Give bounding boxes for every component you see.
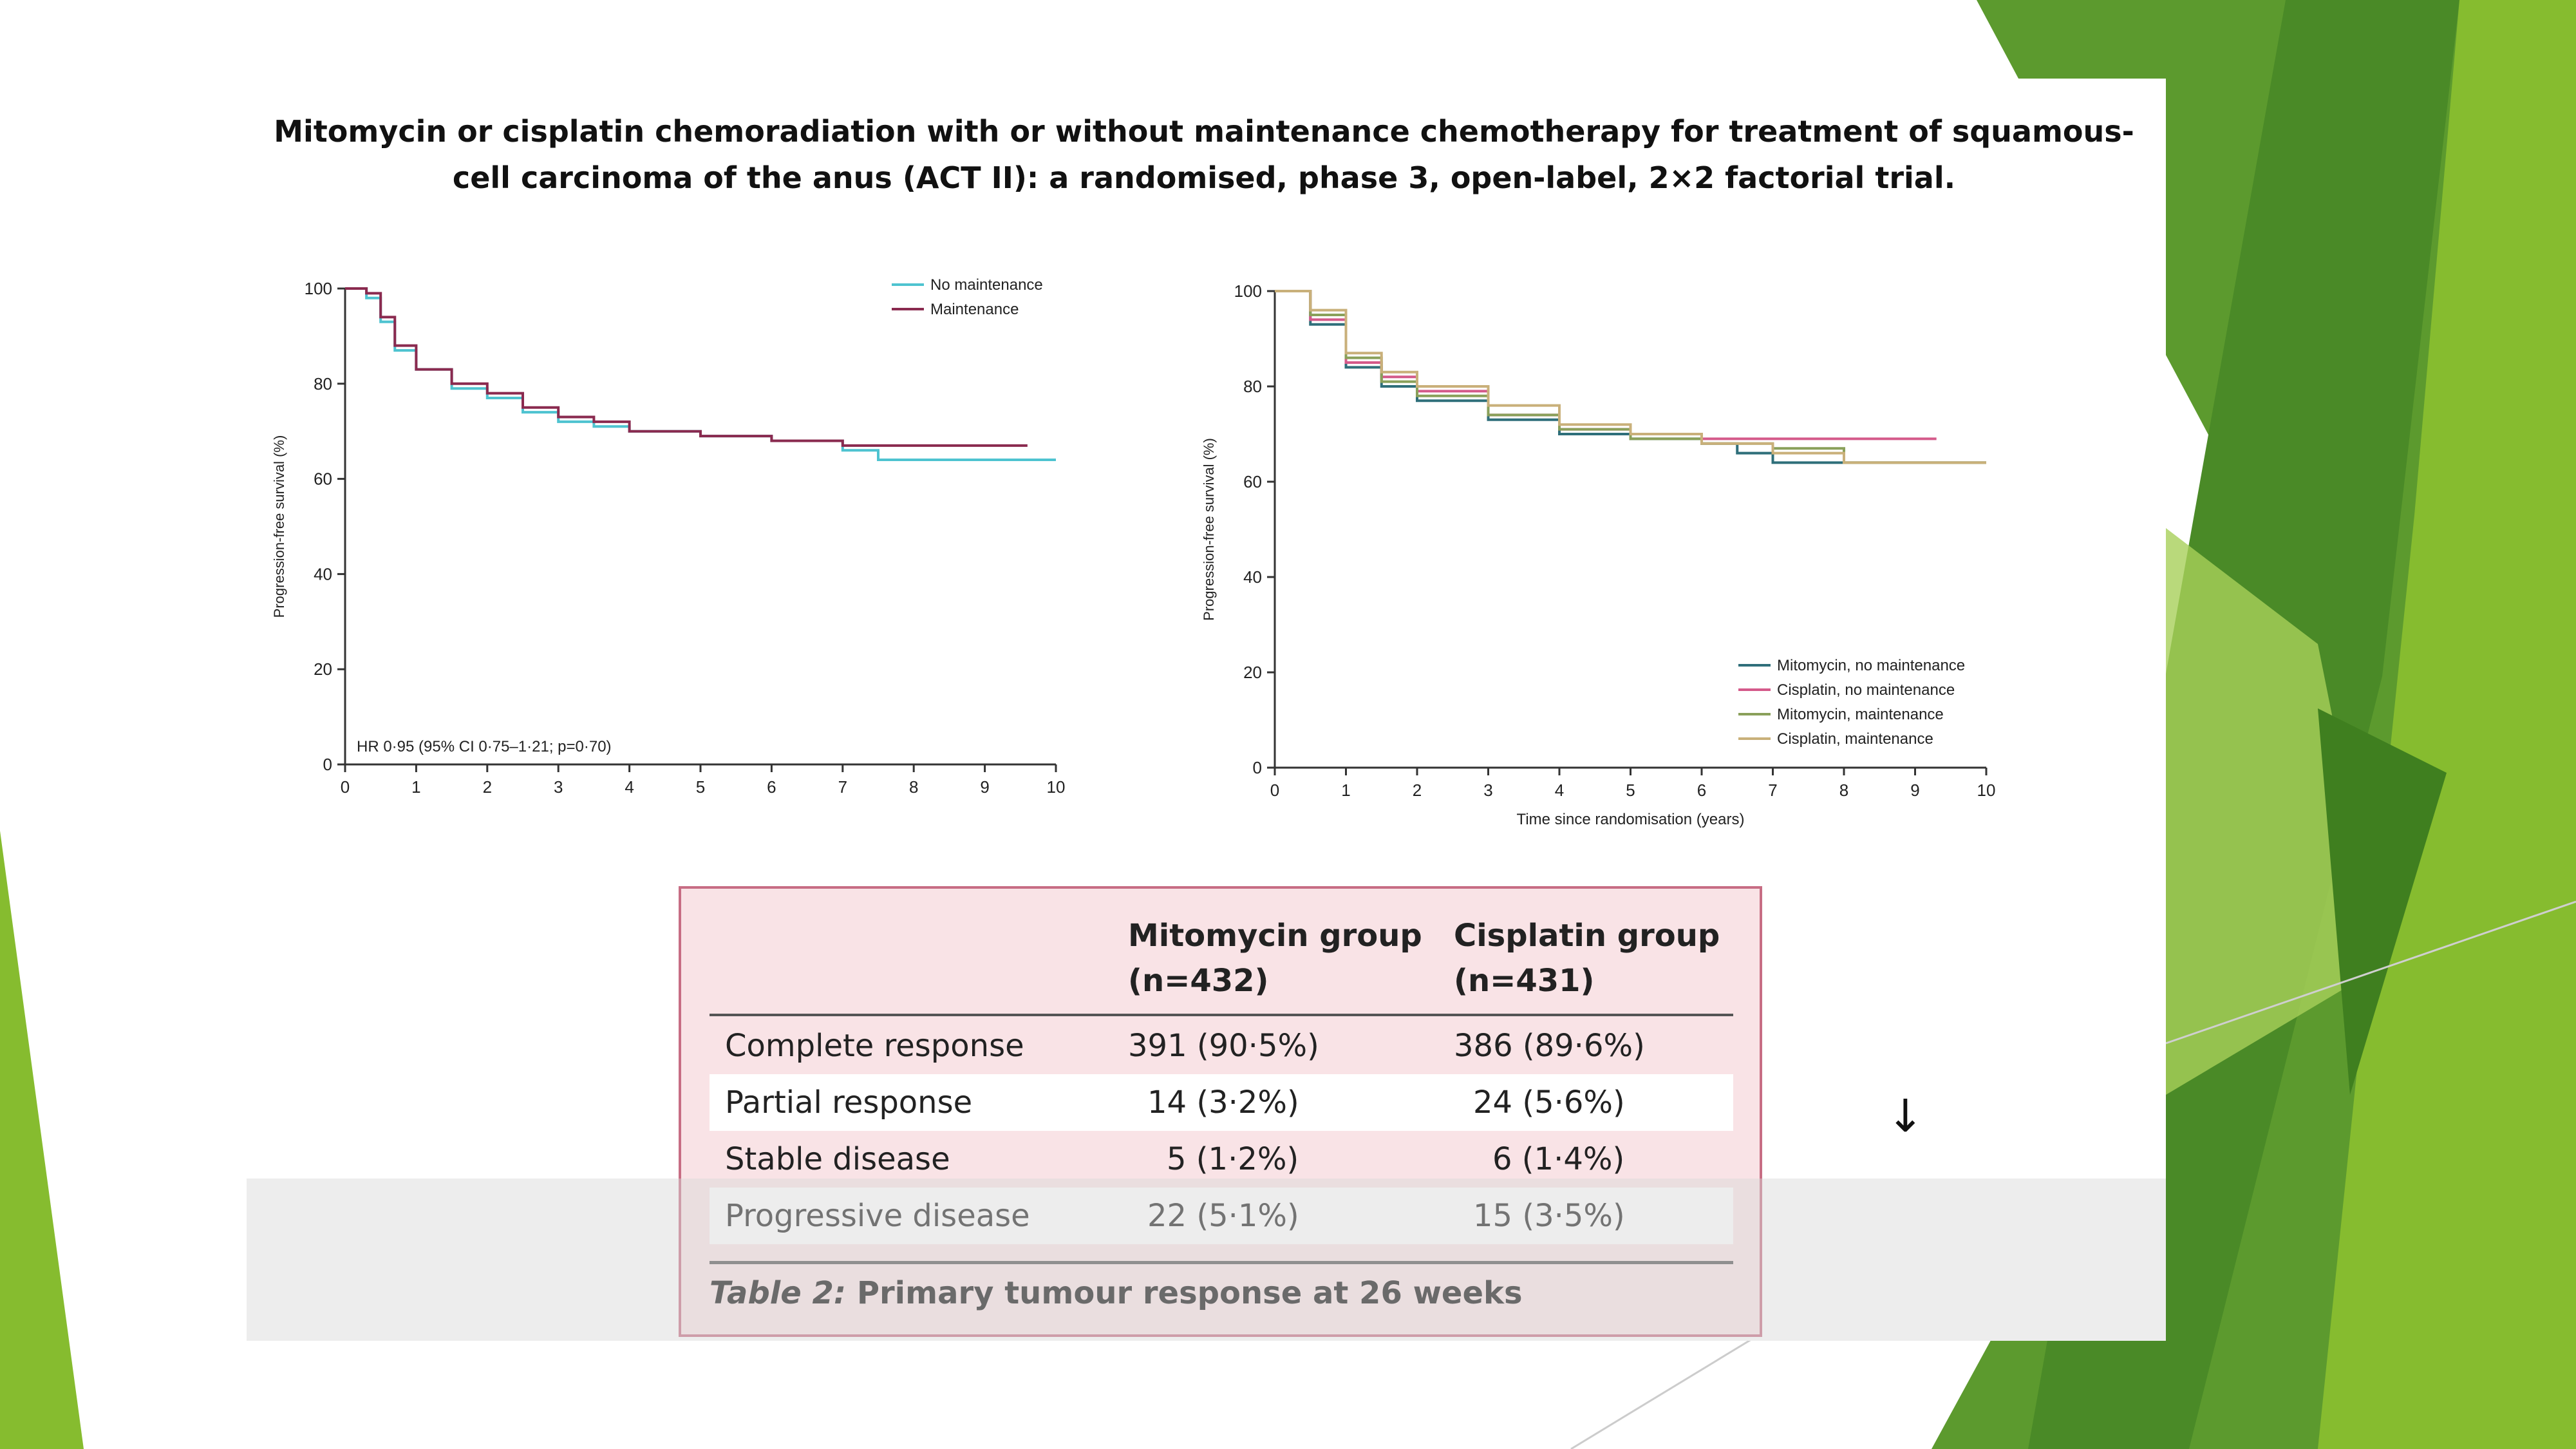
x-tick-label: 2 bbox=[482, 777, 493, 797]
row-label: Complete response bbox=[725, 1028, 1024, 1064]
x-axis-label: Time since randomisation (years) bbox=[1516, 811, 1745, 828]
chart-annotation: HR 0·95 (95% CI 0·75–1·21; p=0·70) bbox=[357, 738, 612, 755]
x-tick-label: 9 bbox=[1910, 781, 1920, 800]
y-tick-label: 20 bbox=[314, 659, 332, 679]
x-tick-label: 0 bbox=[340, 777, 350, 797]
header-cisplatin-n: (n=431) bbox=[1454, 963, 1595, 999]
header-divider bbox=[710, 1014, 1733, 1016]
x-tick-label: 2 bbox=[1412, 781, 1422, 800]
y-tick-label: 60 bbox=[314, 469, 332, 489]
right-survival-chart bbox=[1178, 258, 2028, 850]
header-mitomycin-n: (n=432) bbox=[1128, 963, 1269, 999]
x-tick-label: 1 bbox=[411, 777, 421, 797]
x-tick-label: 10 bbox=[1977, 781, 1996, 800]
y-tick-label: 20 bbox=[1243, 663, 1262, 682]
row-cisplatin-value: 6 (1·4%) bbox=[1492, 1141, 1625, 1177]
y-tick-label: 40 bbox=[1243, 567, 1262, 587]
legend-label: Mitomycin, no maintenance bbox=[1777, 657, 1966, 674]
row-cisplatin-value: 15 (3·5%) bbox=[1473, 1198, 1625, 1234]
x-tick-label: 4 bbox=[625, 777, 634, 797]
translucent-overlay-band bbox=[247, 1179, 2166, 1341]
mouse-cursor-icon: ↓ bbox=[1886, 1090, 1924, 1142]
x-tick-label: 1 bbox=[1341, 781, 1351, 800]
left-survival-chart bbox=[258, 258, 1095, 837]
table-caption-text: Primary tumour response at 26 weeks bbox=[846, 1275, 1523, 1311]
y-tick-label: 100 bbox=[304, 279, 332, 298]
header-mitomycin-group bbox=[1128, 913, 1422, 1003]
header-mitomycin-label: Mitomycin group bbox=[1128, 918, 1422, 954]
x-tick-label: 7 bbox=[838, 777, 848, 797]
row-cisplatin-value: 386 (89·6%) bbox=[1454, 1028, 1645, 1064]
survival-curve bbox=[1275, 291, 1986, 462]
row-mitomycin-value: 391 (90·5%) bbox=[1128, 1028, 1319, 1064]
x-tick-label: 6 bbox=[1697, 781, 1707, 800]
row-label: Partial response bbox=[725, 1084, 973, 1121]
row-cisplatin-value: 24 (5·6%) bbox=[1473, 1084, 1625, 1121]
x-tick-label: 7 bbox=[1768, 781, 1778, 800]
row-mitomycin-value: 5 (1·2%) bbox=[1167, 1141, 1299, 1177]
y-tick-label: 100 bbox=[1234, 281, 1262, 301]
x-tick-label: 8 bbox=[908, 777, 919, 797]
survival-curve bbox=[345, 289, 1028, 446]
x-tick-label: 10 bbox=[1046, 777, 1066, 797]
table-row bbox=[710, 1018, 1733, 1074]
legend-label: Maintenance bbox=[930, 301, 1019, 318]
row-label: Stable disease bbox=[725, 1141, 950, 1177]
survival-curve bbox=[1275, 291, 1937, 439]
row-mitomycin-value: 14 (3·2%) bbox=[1147, 1084, 1299, 1121]
table-row bbox=[710, 1074, 1733, 1131]
x-tick-label: 8 bbox=[1839, 781, 1849, 800]
slide-title bbox=[270, 108, 2138, 201]
row-label: Progressive disease bbox=[725, 1198, 1030, 1234]
y-axis-label: Progression-free survival (%) bbox=[1201, 438, 1217, 621]
x-tick-label: 6 bbox=[767, 777, 776, 797]
x-tick-label: 9 bbox=[980, 777, 990, 797]
x-tick-label: 3 bbox=[553, 777, 563, 797]
legend-label: No maintenance bbox=[930, 276, 1043, 294]
table-caption-label: Table 2: bbox=[710, 1275, 847, 1311]
legend-label: Cisplatin, maintenance bbox=[1777, 730, 1933, 748]
y-tick-label: 80 bbox=[314, 374, 332, 393]
legend-label: Cisplatin, no maintenance bbox=[1777, 681, 1955, 699]
y-tick-label: 40 bbox=[314, 564, 332, 584]
y-tick-label: 0 bbox=[1252, 758, 1262, 777]
y-axis-label: Progression-free survival (%) bbox=[271, 435, 287, 618]
y-tick-label: 80 bbox=[1243, 377, 1262, 396]
x-tick-label: 5 bbox=[695, 777, 706, 797]
y-tick-label: 60 bbox=[1243, 472, 1262, 491]
x-tick-label: 4 bbox=[1554, 781, 1565, 800]
slide-title-line-1: Mitomycin or cisplatin chemoradiation with or without maintenance chemotherapy for treatment of squamous- bbox=[274, 114, 2134, 149]
x-tick-label: 3 bbox=[1483, 781, 1493, 800]
legend-label: Mitomycin, maintenance bbox=[1777, 706, 1944, 723]
x-tick-label: 5 bbox=[1626, 781, 1635, 800]
row-mitomycin-value: 22 (5·1%) bbox=[1147, 1198, 1299, 1234]
slide-title-line-2: cell carcinoma of the anus (ACT II): a randomised, phase 3, open-label, 2×2 factorial trial. bbox=[452, 160, 1956, 195]
y-tick-label: 0 bbox=[323, 755, 332, 774]
x-tick-label: 0 bbox=[1270, 781, 1280, 800]
header-cisplatin-label: Cisplatin group bbox=[1454, 918, 1720, 954]
header-cisplatin-group bbox=[1454, 913, 1720, 1003]
